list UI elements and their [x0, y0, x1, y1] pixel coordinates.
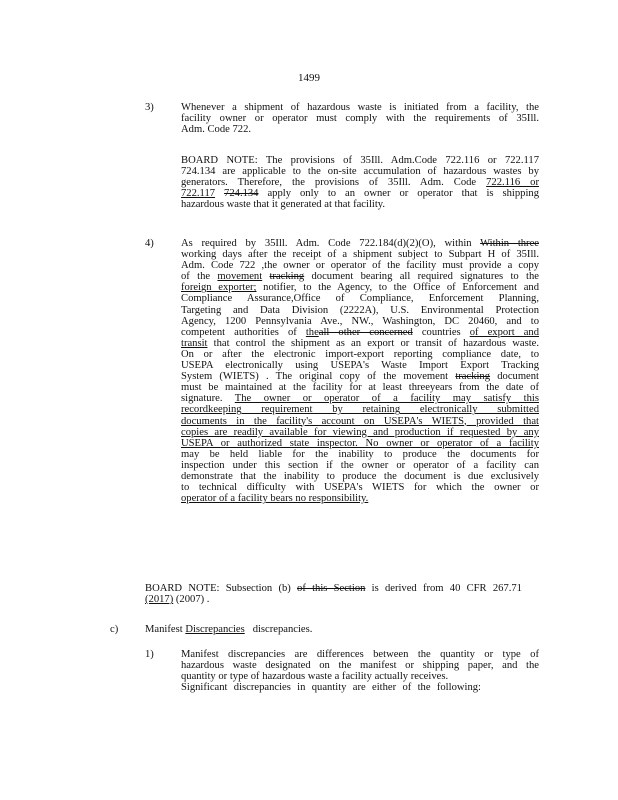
- item-3-line: facility owner or operator must comply with the requirements of 35Ill.: [181, 113, 539, 125]
- item-c1-text: Manifest discrepancies are differences between the quantity or type of hazardous waste designated on the manifest or shipping paper, and the quantity or type of hazardous waste a facility actually receives. Significant discrepancies in quantity are either of the following:: [181, 649, 539, 694]
- item-3-number: 3): [145, 102, 154, 113]
- note-line: generators. Therefore, the provisions of 35Ill. Adm. Code 722.116 or: [181, 177, 539, 189]
- section-c-heading: Manifest Discrepancies discrepancies.: [145, 624, 313, 635]
- item-3-line: Adm. Code 722.: [181, 124, 252, 136]
- note-line: hazardous waste that it generated at that facility.: [181, 199, 386, 211]
- note-line: 724.134 are applicable to the on-site accumulation of hazardous wastes by: [181, 166, 539, 178]
- note-line: 722.117 724.134 apply only to an owner or operator that is shipping: [181, 188, 539, 200]
- item-3-board-note: [181, 155, 539, 210]
- note-line: BOARD NOTE: The provisions of 35Ill. Adm.Code 722.116 or 722.117: [181, 155, 539, 166]
- board-note-b: BOARD NOTE: Subsection (b) of this Section is derived from 40 CFR 267.71 (2017) (2007) .: [145, 583, 522, 606]
- page-number: 1499: [298, 72, 320, 84]
- item-4-number: 4): [145, 238, 154, 249]
- item-3-text: [181, 102, 539, 135]
- item-3-line: Whenever a shipment of hazardous waste is initiated from a facility, the: [181, 102, 539, 113]
- item-4-text: As required by 35Ill. Adm. Code 722.184(d)(2)(O), within Within three working days after the receipt of a shipment subject to Subpart H of 35Ill. Adm. Code 722 ,the owner or operator of the facility must provide a copy of the movement tracking document bearing all required signatures to the foreign exporter; notifier, to the Agency, to the Office of Enforcement and Compliance Assurance,Office of Compliance, Enforcement Planning, Targeting and Data Division (2222A), U.S. Environmental Protection Agency, 1200 Pennsylvania Ave., NW., Washington, DC 20460, and to competent authorities of theall other concerned countries of export and transit that control the shipment as an export or transit of hazardous waste. On or after the electronic import-export reporting compliance date, to USEPA electronically using USEPA's Waste Import Export Tracking System (WIETS) . The original copy of the movement tracking document must be maintained at the facility for at least threeyears from the date of signature. The owner or operator of a facility may satisfy this recordkeeping requirement by retaining electronically submitted documents in the facility's account on USEPA's WIETS, provided that copies are readily available for viewing and production if requested by any USEPA or authorized state inspector. No owner or operator of a facility may be held liable for the inability to produce the documents for inspection under this section if the owner or operator of a facility can demonstrate that the inability to produce the document is due exclusively to technical difficulty with USEPA's WIETS for which the owner or operator of a facility bears no responsibility.: [181, 238, 539, 505]
- item-c1-number: 1): [145, 649, 154, 660]
- section-c-number: c): [110, 624, 119, 635]
